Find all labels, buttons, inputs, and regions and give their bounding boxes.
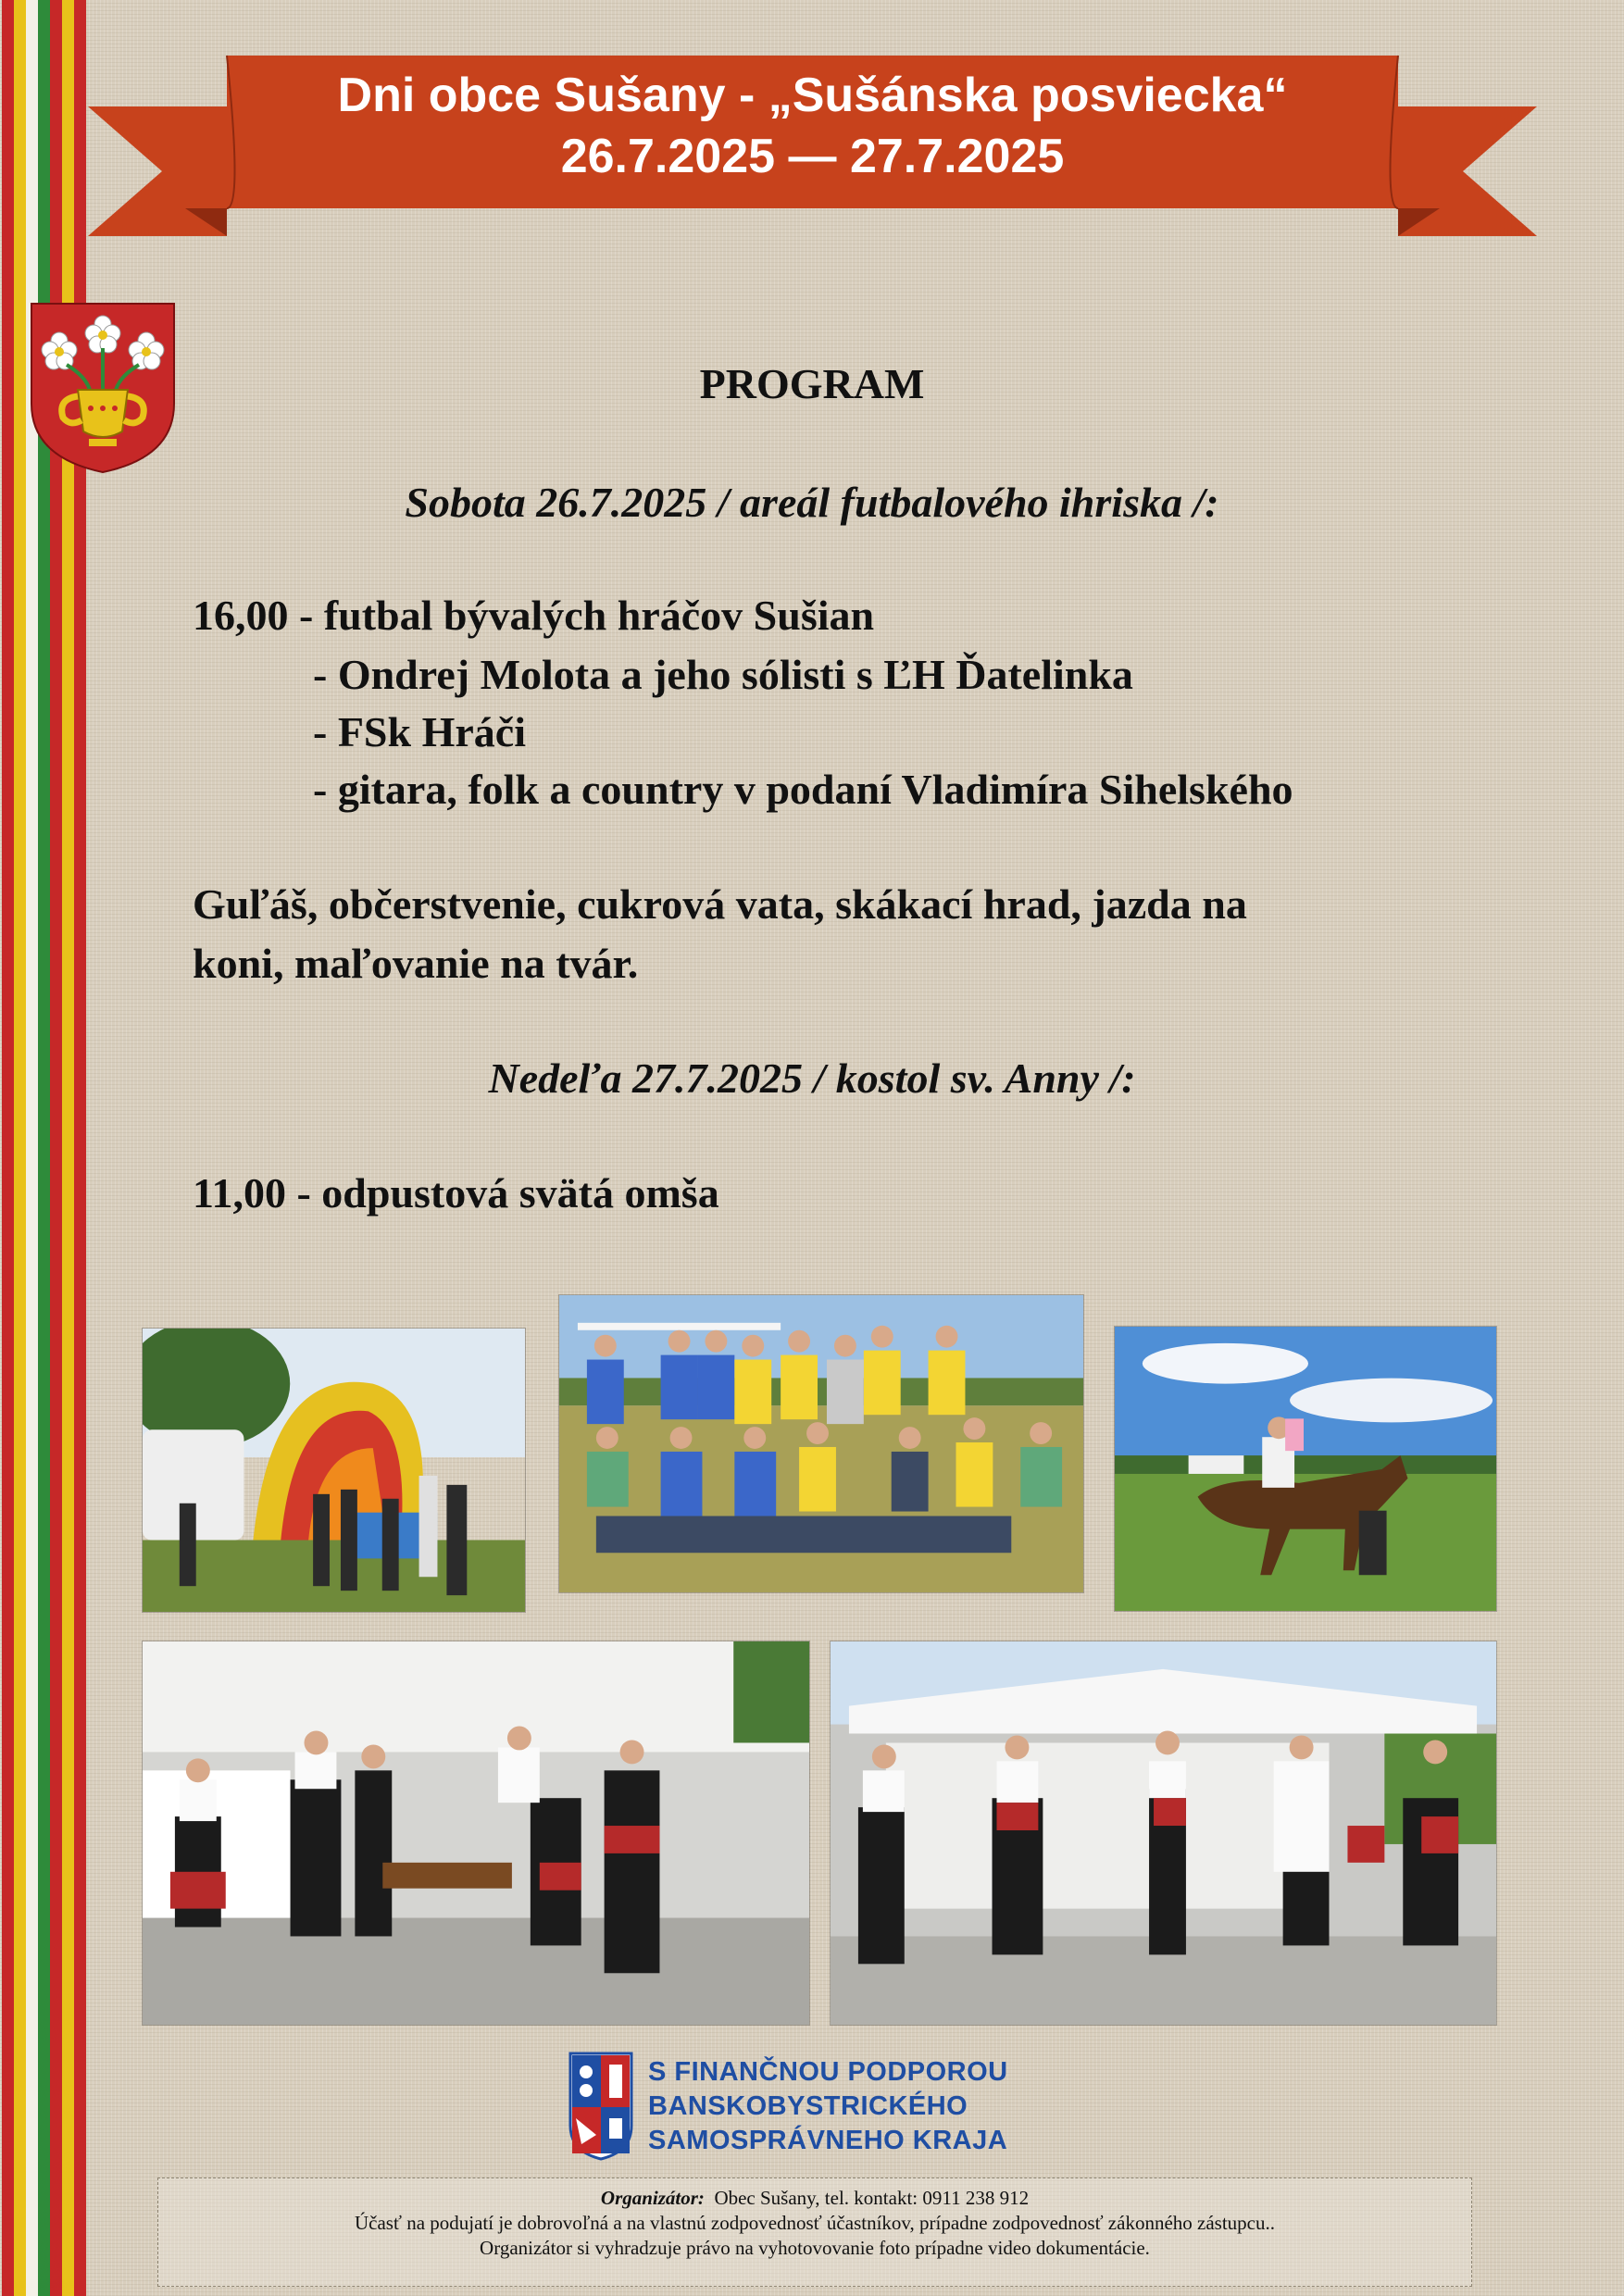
saturday-item-1: 16,00 - futbal bývalých hráčov Sušian xyxy=(193,592,875,639)
participation-note: Účasť na podujatí je dobrovoľná a na vlastnú zodpovednosť účastníkov, prípadne zodpovednosť zákonného zástupcu.. xyxy=(355,2212,1275,2234)
saturday-item-4: - gitara, folk a country v podaní Vladimíra Sihelského xyxy=(313,766,1293,813)
sunday-heading: Nedeľa 27.7.2025 / kostol sv. Anny /: xyxy=(488,1054,1136,1102)
title-line-1: Dni obce Sušany - „Sušánska posviecka“ xyxy=(337,69,1288,122)
sponsor-line-2: BANSKOBYSTRICKÉHO xyxy=(648,2091,968,2121)
photo-folk-band-1 xyxy=(142,1641,810,2026)
sponsor-line-1: S FINANČNOU PODPOROU xyxy=(648,2057,1008,2087)
saturday-heading: Sobota 26.7.2025 / areál futbalového ihriska /: xyxy=(405,479,1219,526)
sponsor-text xyxy=(648,2055,1008,2158)
sponsor-line-3: SAMOSPRÁVNEHO KRAJA xyxy=(648,2126,1008,2155)
event-title xyxy=(227,65,1398,187)
organizer-line xyxy=(158,2186,1471,2211)
extras-line-2: koni, maľovanie na tvár. xyxy=(193,940,639,987)
bbsk-coat-of-arms-icon xyxy=(568,2052,633,2161)
organizer-footer xyxy=(157,2177,1472,2287)
photo-bouncy-castle xyxy=(142,1328,526,1613)
photo-football-team xyxy=(558,1294,1084,1593)
title-line-2: 26.7.2025 — 27.7.2025 xyxy=(560,130,1065,183)
photo-horse-ride xyxy=(1114,1326,1497,1612)
sunday-item: 11,00 - odpustová svätá omša xyxy=(193,1169,719,1217)
photo-folk-band-2 xyxy=(830,1641,1497,2026)
organizer-value: Obec Sušany, tel. kontakt: 0911 238 912 xyxy=(714,2187,1030,2209)
saturday-item-3: - FSk Hráči xyxy=(313,708,526,755)
extras-line-1: Guľáš, občerstvenie, cukrová vata, skákací hrad, jazda na xyxy=(193,880,1247,928)
organizer-label: Organizátor: xyxy=(600,2187,705,2209)
saturday-item-2: - Ondrej Molota a jeho sólisti s ĽH Ďatelinka xyxy=(313,651,1133,698)
photo-rights-note: Organizátor si vyhradzuje právo na vyhotovovanie foto prípadne video dokumentácie. xyxy=(480,2237,1150,2259)
program-heading: PROGRAM xyxy=(699,360,925,407)
